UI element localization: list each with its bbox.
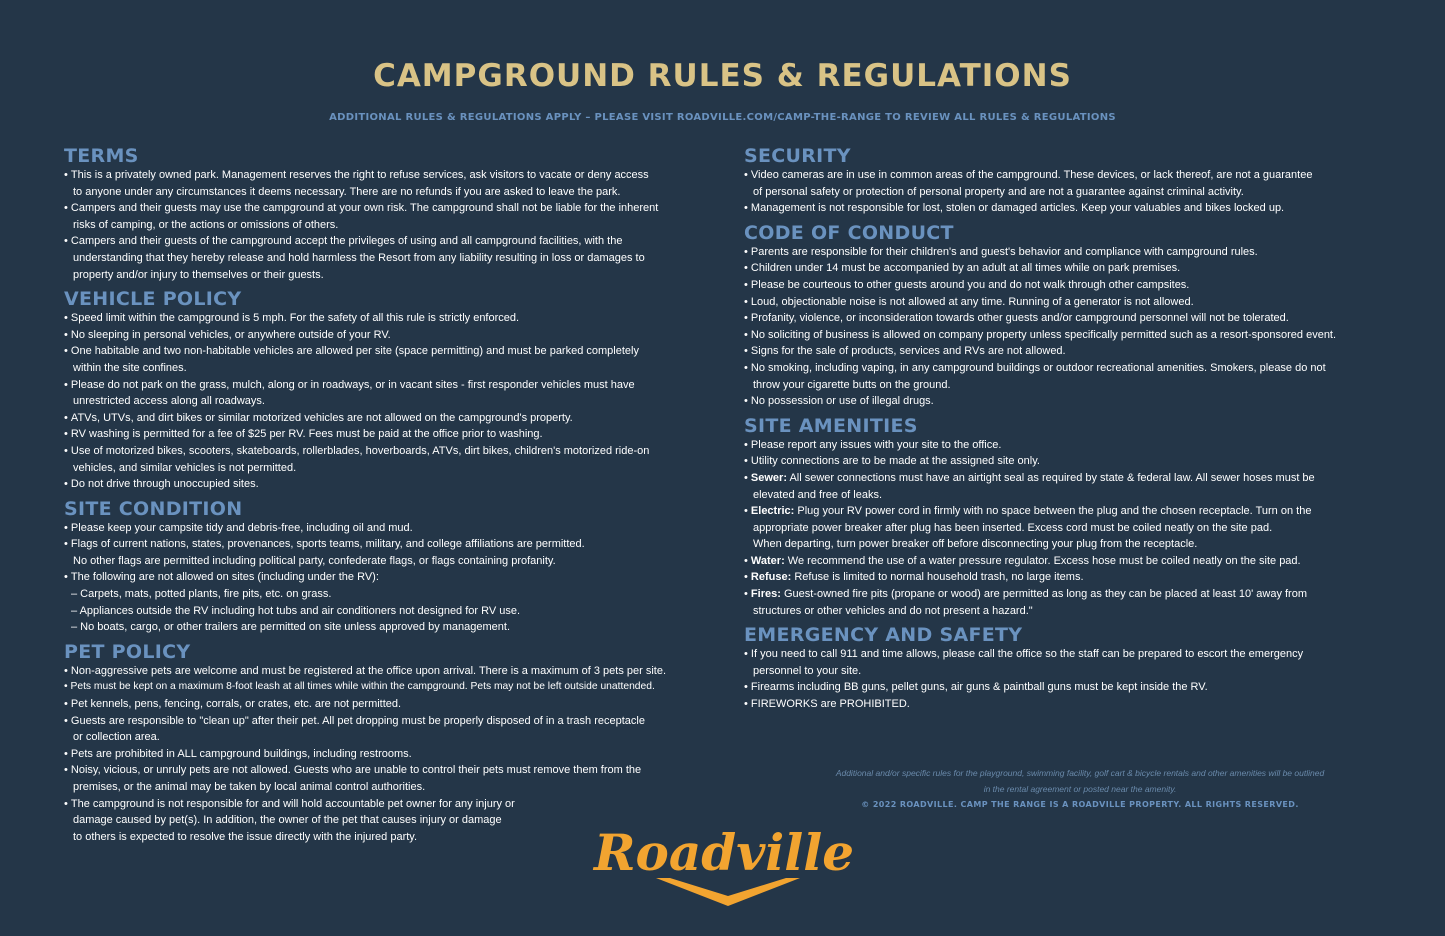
item-text: We recommend the use of a water pressure regulator. Excess hose must be coiled neatly on the site pad. bbox=[784, 554, 1301, 567]
list-item: • FIREWORKS are PROHIBITED. bbox=[744, 696, 1394, 713]
item-text: All sewer connections must have an airtight seal as required by state & federal law. All sewer hoses must be elevated and free of leaks. bbox=[753, 471, 1315, 501]
code-of-conduct-heading: CODE OF CONDUCT bbox=[744, 221, 954, 244]
sub-list-item: – Carpets, mats, potted plants, fire pits, etc. on grass. bbox=[71, 588, 332, 601]
list-item-electric bbox=[744, 503, 1394, 553]
list-item: • Do not drive through unoccupied sites. bbox=[64, 476, 714, 493]
vehicle-policy-section bbox=[64, 288, 714, 493]
item-lead: Water: bbox=[750, 554, 785, 567]
item-lead: Refuse: bbox=[750, 571, 792, 584]
copyright: © 2022 ROADVILLE. CAMP THE RANGE IS A ROADVILLE PROPERTY. ALL RIGHTS RESERVED. bbox=[861, 800, 1299, 809]
list-item: • No possession or use of illegal drugs. bbox=[744, 393, 1394, 410]
site-condition-section bbox=[64, 498, 714, 636]
list-item: • Please report any issues with your site to the office. bbox=[744, 437, 1394, 454]
emergency-section bbox=[744, 624, 1394, 712]
roadville-logo bbox=[586, 808, 866, 918]
right-column bbox=[744, 145, 1394, 718]
vehicle-policy-heading: VEHICLE POLICY bbox=[64, 288, 242, 311]
list-item: • Firearms including BB guns, pellet guns, air guns & paintball guns must be kept inside the RV. bbox=[744, 679, 1394, 696]
site-amenities-list bbox=[744, 437, 1394, 620]
list-item-water bbox=[744, 553, 1394, 570]
list-item-fires bbox=[744, 586, 1394, 619]
list-item: • No soliciting of business is allowed on company property unless specifically permitted such as a resort-sponsored event. bbox=[744, 327, 1394, 344]
list-item: • Please do not park on the grass, mulch, along or in roadways, or in vacant sites - first responder vehicles must have unrestricted access along all roadways. bbox=[64, 377, 714, 410]
footer-note: Additional and/or specific rules for the playground, swimming facility, golf cart & bicycle rentals and other amenities will be outlined in the rental agreement or posted near the amenity. bbox=[835, 768, 1325, 794]
logo-wordmark: Roadville bbox=[593, 823, 855, 882]
list-item: • Campers and their guests of the campground accept the privileges of using and all campground facilities, with the understanding that they hereby release and hold harmless the Resort from any liability resulting in loss or damages to property and/or injury to themselves or their guests. bbox=[64, 233, 714, 283]
terms-heading: TERMS bbox=[64, 145, 139, 167]
sub-list-item: – Appliances outside the RV including hot tubs and air conditioners not designed for RV use. bbox=[71, 604, 521, 617]
emergency-list bbox=[744, 646, 1394, 712]
list-item: • Campers and their guests may use the campground at your own risk. The campground shall not be liable for the inherent risks of camping, or the actions or omissions of others. bbox=[64, 200, 714, 233]
list-item: • Please be courteous to other guests around you and do not walk through other campsites. bbox=[744, 277, 1394, 294]
code-of-conduct-list bbox=[744, 244, 1394, 410]
item-text: Plug your RV power cord in firmly with no space between the plug and the chosen receptacle. Turn on the appropriate power breaker after plug has been inserted. Excess cord must be coiled neatly on the site pad. When departing, turn power breaker off before disconnecting your plug from the receptacle. bbox=[753, 505, 1312, 551]
chevron-icon bbox=[656, 878, 800, 906]
list-item: • This is a privately owned park. Management reserves the right to refuse services, ask visitors to vacate or deny access to anyone under any circumstances it deems necessary. There are no refunds if you are asked to leave the park. bbox=[64, 167, 714, 200]
list-item: • Signs for the sale of products, services and RVs are not allowed. bbox=[744, 343, 1394, 360]
list-item: • Children under 14 must be accompanied by an adult at all times while on park premises. bbox=[744, 260, 1394, 277]
site-amenities-heading: SITE AMENITIES bbox=[744, 414, 918, 437]
terms-list bbox=[64, 167, 714, 283]
site-amenities-section bbox=[744, 415, 1394, 620]
list-item: • RV washing is permitted for a fee of $25 per RV. Fees must be paid at the office prior to washing. bbox=[64, 426, 714, 443]
list-item: • Pet kennels, pens, fencing, corrals, or crates, etc. are not permitted. bbox=[64, 696, 714, 713]
list-item: • Parents are responsible for their children's and guest's behavior and compliance with campground rules. bbox=[744, 244, 1394, 261]
left-column bbox=[64, 145, 714, 850]
pet-policy-heading: PET POLICY bbox=[64, 640, 191, 663]
list-item: • No sleeping in personal vehicles, or anywhere outside of your RV. bbox=[64, 327, 714, 344]
list-item: • Video cameras are in use in common areas of the campground. These devices, or lack thereof, are not a guarantee of personal safety or protection of personal property and are not a guarantee against criminal activity. bbox=[744, 167, 1394, 200]
list-item: • One habitable and two non-habitable vehicles are allowed per site (space permitting) and must be parked completely within the site confines. bbox=[64, 343, 714, 376]
list-item: • Profanity, violence, or inconsideration towards other guests and/or campground personnel will not be tolerated. bbox=[744, 310, 1394, 327]
site-condition-list bbox=[64, 520, 714, 636]
list-item-refuse bbox=[744, 569, 1394, 586]
list-item: • Use of motorized bikes, scooters, skateboards, rollerblades, hoverboards, ATVs, dirt bikes, children's motorized ride-on vehicles, and similar vehicles is not permitted. bbox=[64, 443, 714, 476]
list-item: • Non-aggressive pets are welcome and must be registered at the office upon arrival. There is a maximum of 3 pets per site. bbox=[64, 663, 714, 680]
page-subtitle: ADDITIONAL RULES & REGULATIONS APPLY – PLEASE VISIT ROADVILLE.COM/CAMP-THE-RANGE TO REVIEW ALL RULES & REGULATIONS bbox=[329, 112, 1116, 123]
security-list bbox=[744, 167, 1394, 217]
item-text: Refuse is limited to normal household trash, no large items. bbox=[791, 571, 1084, 584]
list-item: • Guests are responsible to "clean up" after their pet. All pet dropping must be properly disposed of in a trash receptacle or collection area. bbox=[64, 713, 714, 746]
vehicle-policy-list bbox=[64, 310, 714, 493]
list-item: • No smoking, including vaping, in any campground buildings or outdoor recreational amenities. Smokers, please do not throw your cigarette butts on the ground. bbox=[744, 360, 1394, 393]
list-item: • ATVs, UTVs, and dirt bikes or similar motorized vehicles are not allowed on the campground's property. bbox=[64, 410, 714, 427]
sub-list-item: – No boats, cargo, or other trailers are permitted on site unless approved by management. bbox=[71, 621, 511, 634]
list-item: • Please keep your campsite tidy and debris-free, including oil and mud. bbox=[64, 520, 714, 537]
terms-section bbox=[64, 145, 714, 283]
list-item: • Utility connections are to be made at the assigned site only. bbox=[744, 453, 1394, 470]
item-text: Guest-owned fire pits (propane or wood) are permitted as long as they can be placed at least 10' away from structures or other vehicles and do not present a hazard." bbox=[753, 588, 1307, 617]
item-lead: Electric: bbox=[750, 505, 795, 518]
list-item: • Pets must be kept on a maximum 8-foot leash at all times while within the campground. Pets may not be left outside unattended. bbox=[64, 679, 714, 696]
list-item: • The campground is not responsible for and will hold accountable pet owner for any injury or damage caused by pet(s). In addition, the owner of the pet that causes injury or damage to others is expected to resolve the issue directly with the injured party. bbox=[64, 796, 714, 846]
list-item: • Speed limit within the campground is 5 mph. For the safety of all this rule is strictly enforced. bbox=[64, 310, 714, 327]
page-title: CAMPGROUND RULES & REGULATIONS bbox=[373, 58, 1072, 94]
item-lead: Sewer: bbox=[750, 471, 787, 484]
list-item: • Noisy, vicious, or unruly pets are not allowed. Guests who are unable to control their pets must remove them from the premises, or the animal may be taken by local animal control authorities. bbox=[64, 762, 714, 795]
list-item: • Pets are prohibited in ALL campground buildings, including restrooms. bbox=[64, 746, 714, 763]
security-section bbox=[744, 145, 1394, 217]
code-of-conduct-section bbox=[744, 222, 1394, 410]
list-item: • If you need to call 911 and time allows, please call the office so the staff can be prepared to escort the emergency personnel to your site. bbox=[744, 646, 1394, 679]
list-item: • Management is not responsible for lost, stolen or damaged articles. Keep your valuables and bikes locked up. bbox=[744, 200, 1394, 217]
list-item: • The following are not allowed on sites (including under the RV): bbox=[64, 569, 714, 586]
list-item-sewer bbox=[744, 470, 1394, 503]
security-heading: SECURITY bbox=[744, 145, 851, 167]
roadville-logo-graphic bbox=[586, 808, 866, 918]
list-item: • Loud, objectionable noise is not allowed at any time. Running of a generator is not allowed. bbox=[744, 294, 1394, 311]
site-condition-heading: SITE CONDITION bbox=[64, 497, 243, 520]
item-lead: Fires: bbox=[750, 588, 781, 601]
emergency-heading: EMERGENCY AND SAFETY bbox=[744, 624, 1023, 647]
list-item: • Flags of current nations, states, provenances, sports teams, military, and college affiliations are permitted. No other flags are permitted including political party, confederate flags, or flags containing profanity. bbox=[64, 536, 714, 569]
